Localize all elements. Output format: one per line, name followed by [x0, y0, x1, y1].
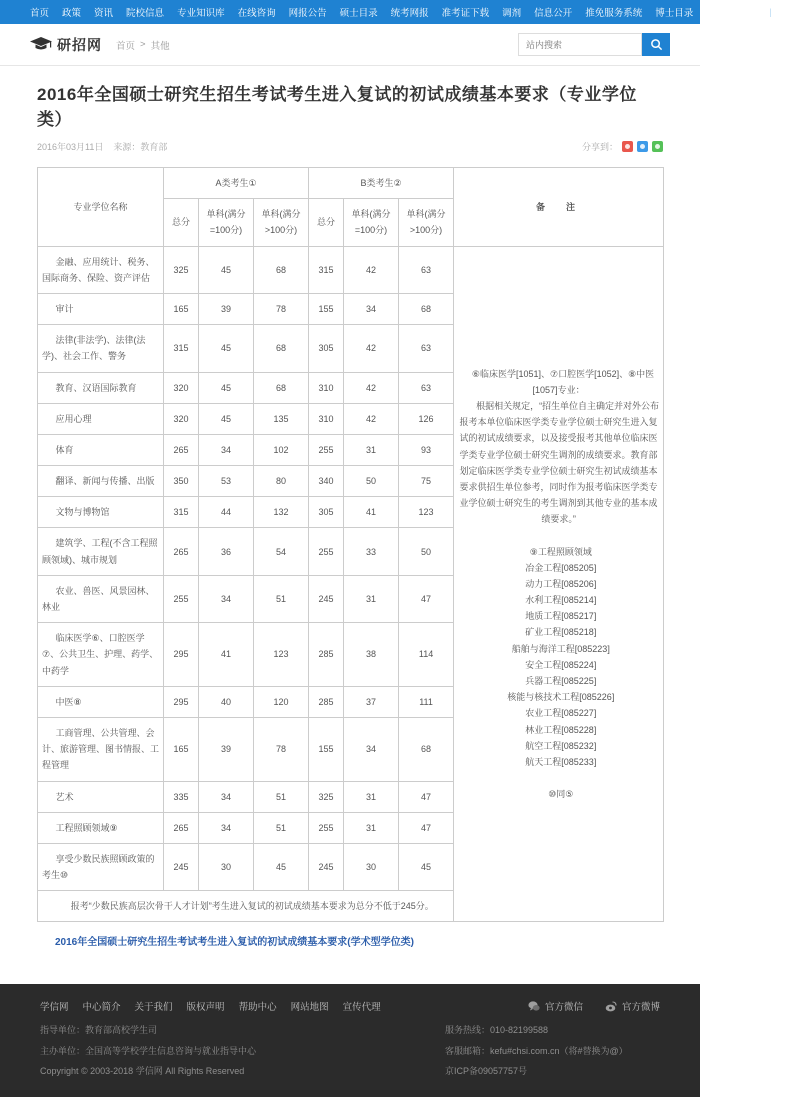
score-cell: 54 — [254, 528, 309, 575]
remark-eng-item-2: 水利工程[085214] — [525, 595, 597, 606]
score-cell: 102 — [254, 434, 309, 465]
article-source: 来源：教育部 — [113, 142, 168, 152]
score-cell: 68 — [254, 246, 309, 293]
score-cell: 63 — [399, 246, 454, 293]
breadcrumb-home[interactable]: 首页 — [116, 40, 136, 52]
score-cell: 51 — [254, 575, 309, 622]
search-icon — [650, 38, 663, 51]
score-cell: 255 — [309, 528, 344, 575]
score-cell: 53 — [199, 466, 254, 497]
score-cell: 30 — [344, 843, 399, 890]
remark-eng-item-4: 矿业工程[085218] — [525, 627, 597, 638]
logo-text: 研招网 — [57, 36, 102, 53]
score-cell: 34 — [199, 812, 254, 843]
footer-columns — [40, 1023, 660, 1079]
footer-left-line-1: 主办单位：全国高等学校学生信息咨询与就业指导中心 — [40, 1045, 257, 1056]
nav-item-2[interactable]: 资讯 — [94, 8, 114, 19]
category-cell: 临床医学⑥、口腔医学⑦、公共卫生、护理、药学、中药学 — [38, 623, 164, 687]
score-cell: 47 — [399, 575, 454, 622]
score-cell: 340 — [309, 466, 344, 497]
col-header-group-a: A类考生① — [164, 168, 309, 199]
remark-last-line: ⑩同⑤ — [548, 789, 574, 800]
col-header-degree-name: 专业学位名称 — [38, 168, 164, 247]
score-table — [37, 167, 664, 922]
footer-right-line-2: 京ICP备09057757号 — [445, 1066, 528, 1077]
wechat-label: 官方微信 — [544, 1002, 583, 1014]
remark-cell — [454, 246, 664, 922]
page-title: 2016年全国硕士研究生招生考试考生进入复试的初试成绩基本要求（专业学位类） — [37, 85, 637, 129]
auth-area — [744, 5, 797, 19]
category-cell: 体育 — [38, 434, 164, 465]
sub-header-4: 单科(满分=100分) — [344, 199, 399, 246]
score-cell: 63 — [399, 372, 454, 403]
search-button[interactable] — [642, 33, 670, 56]
score-cell: 305 — [309, 325, 344, 372]
score-cell: 320 — [164, 403, 199, 434]
article-meta — [37, 140, 663, 153]
score-cell: 51 — [254, 781, 309, 812]
remark-eng-item-3: 地质工程[085217] — [525, 611, 597, 622]
footer-right-column — [445, 1023, 660, 1079]
score-cell: 31 — [344, 781, 399, 812]
category-cell: 工程照顾领域⑨ — [38, 812, 164, 843]
score-cell: 51 — [254, 812, 309, 843]
score-cell: 39 — [199, 293, 254, 324]
nav-item-8[interactable]: 统考网报 — [390, 8, 429, 19]
score-cell: 45 — [199, 372, 254, 403]
score-cell: 123 — [399, 497, 454, 528]
official-weibo[interactable] — [605, 999, 660, 1013]
sub-header-1: 单科(满分=100分) — [199, 199, 254, 246]
note-cell: 报考“少数民族高层次骨干人才计划”考生进入复试的初试成绩基本要求为总分不低于245分。 — [38, 891, 454, 922]
share-bar — [582, 140, 663, 153]
score-cell: 34 — [344, 293, 399, 324]
score-cell: 325 — [164, 246, 199, 293]
score-cell: 335 — [164, 781, 199, 812]
score-cell: 68 — [254, 372, 309, 403]
nav-item-11[interactable]: 信息公开 — [534, 8, 573, 19]
site-logo[interactable] — [30, 35, 102, 55]
remark-eng-item-1: 动力工程[085206] — [525, 578, 597, 589]
remark-eng-item-0: 冶金工程[085205] — [525, 562, 597, 573]
remark-gap — [457, 770, 660, 786]
page-footer — [0, 984, 700, 1097]
nav-item-4[interactable]: 专业知识库 — [177, 8, 225, 19]
login-link[interactable]: 登录 — [744, 8, 764, 19]
remark-eng-item-6: 安全工程[085224] — [525, 659, 597, 670]
category-cell: 金融、应用统计、税务、国际商务、保险、资产评估 — [38, 246, 164, 293]
nav-item-3[interactable]: 院校信息 — [126, 8, 165, 19]
score-cell: 165 — [164, 293, 199, 324]
score-cell: 50 — [399, 528, 454, 575]
category-cell: 工商管理、公共管理、会计、旅游管理、图书情报、工程管理 — [38, 717, 164, 781]
score-cell: 45 — [199, 403, 254, 434]
category-cell: 建筑学、工程(不含工程照顾领域)、城市规划 — [38, 528, 164, 575]
score-cell: 255 — [164, 575, 199, 622]
score-cell: 165 — [164, 717, 199, 781]
score-cell: 78 — [254, 293, 309, 324]
score-cell: 68 — [399, 717, 454, 781]
share-weibo-icon[interactable] — [622, 141, 633, 152]
score-cell: 111 — [399, 686, 454, 717]
share-label: 分享到： — [581, 142, 618, 152]
sub-header-2: 单科(满分>100分) — [254, 199, 309, 246]
score-cell: 255 — [309, 812, 344, 843]
remark-eng-item-10: 林业工程[085228] — [525, 724, 597, 735]
weibo-icon — [605, 1001, 617, 1012]
breadcrumb-current: 其他 — [150, 40, 170, 52]
col-header-remark: 备 注 — [454, 168, 664, 247]
score-cell: 39 — [199, 717, 254, 781]
score-cell: 315 — [164, 325, 199, 372]
footer-left-line-2: Copyright © 2003-2018 学信网 All Rights Reserved — [40, 1066, 245, 1077]
score-cell: 305 — [309, 497, 344, 528]
related-link-academic[interactable]: 2016年全国硕士研究生招生考试考生进入复试的初试成绩基本要求(学术型学位类) — [55, 937, 414, 949]
related-links — [55, 932, 663, 950]
official-wechat[interactable] — [528, 999, 583, 1013]
score-cell: 315 — [164, 497, 199, 528]
category-cell: 享受少数民族照顾政策的考生⑩ — [38, 843, 164, 890]
score-cell: 310 — [309, 372, 344, 403]
score-cell: 245 — [309, 843, 344, 890]
site-header — [0, 24, 700, 66]
category-cell: 农业、兽医、风景园林、林业 — [38, 575, 164, 622]
sub-header-5: 单科(满分>100分) — [399, 199, 454, 246]
table-row — [38, 246, 664, 293]
weibo-label: 官方微博 — [621, 1002, 660, 1014]
score-cell: 75 — [399, 466, 454, 497]
score-cell: 45 — [254, 843, 309, 890]
score-cell: 114 — [399, 623, 454, 687]
category-cell: 文物与博物馆 — [38, 497, 164, 528]
footer-link-2[interactable]: 关于我们 — [134, 1002, 173, 1014]
score-cell: 45 — [399, 843, 454, 890]
score-cell: 45 — [199, 246, 254, 293]
score-cell: 265 — [164, 434, 199, 465]
footer-right-line-0: 服务热线：010-82199588 — [445, 1025, 549, 1036]
score-cell: 295 — [164, 623, 199, 687]
score-cell: 45 — [199, 325, 254, 372]
article-date: 2016年03月11日 — [37, 142, 104, 152]
score-cell: 325 — [309, 781, 344, 812]
score-cell: 245 — [164, 843, 199, 890]
score-cell: 34 — [199, 434, 254, 465]
top-nav — [0, 0, 797, 24]
score-cell: 310 — [309, 403, 344, 434]
score-cell: 265 — [164, 812, 199, 843]
category-cell: 艺术 — [38, 781, 164, 812]
remark-eng-item-7: 兵器工程[085225] — [525, 676, 597, 687]
nav-item-5[interactable]: 在线咨询 — [237, 8, 276, 19]
score-cell: 41 — [344, 497, 399, 528]
score-cell: 42 — [344, 403, 399, 434]
footer-link-5[interactable]: 网站地图 — [290, 1002, 329, 1014]
auth-divider: | — [769, 6, 772, 18]
score-cell: 44 — [199, 497, 254, 528]
wechat-icon — [528, 1001, 540, 1012]
footer-link-6[interactable]: 宣传代理 — [342, 1002, 381, 1014]
score-cell: 36 — [199, 528, 254, 575]
nav-item-6[interactable]: 网报公告 — [288, 8, 327, 19]
remark-para-2: 根据相关规定，“招生单位自主确定并对外公布报考本单位临床医学类专业学位硕士研究生进入复试的初试成绩要求，以及接受报考其他单位临床医学类专业学位硕士研究生调剂的成绩要求。教育部划定临床医学类专业学位硕士研究生初试成绩基本要求供招生单位参考，同时作为报考临床医学类专业学位硕士研究生的考生调剂到其他专业的基本成绩要求。” — [459, 401, 660, 525]
remark-para-1: ⑥临床医学[1051]、⑦口腔医学[1052]、⑧中医[1057]专业： — [471, 368, 655, 395]
score-cell: 34 — [344, 717, 399, 781]
category-cell: 中医⑧ — [38, 686, 164, 717]
nav-item-9[interactable]: 准考证下载 — [441, 8, 490, 19]
share-qzone-icon[interactable] — [637, 141, 648, 152]
top-nav-items — [30, 5, 744, 19]
nav-item-14[interactable]: 博士网报 — [706, 8, 745, 19]
footer-social — [528, 999, 660, 1013]
score-cell: 120 — [254, 686, 309, 717]
register-link[interactable]: 注册 — [777, 8, 797, 19]
score-cell: 31 — [344, 812, 399, 843]
remark-eng-item-9: 农业工程[085227] — [525, 708, 597, 719]
nav-item-13[interactable]: 博士目录 — [655, 8, 694, 19]
remark-gap — [457, 528, 660, 544]
search-box — [518, 33, 670, 56]
score-cell: 34 — [199, 781, 254, 812]
nav-item-0[interactable]: 首页 — [30, 8, 50, 19]
sub-header-3: 总分 — [309, 199, 344, 246]
score-cell: 80 — [254, 466, 309, 497]
score-cell: 126 — [399, 403, 454, 434]
score-cell: 132 — [254, 497, 309, 528]
score-cell: 265 — [164, 528, 199, 575]
score-cell: 63 — [399, 325, 454, 372]
footer-links — [40, 999, 381, 1013]
header-row-groups — [38, 168, 664, 199]
footer-top — [40, 999, 660, 1013]
score-cell: 285 — [309, 686, 344, 717]
score-cell: 68 — [399, 293, 454, 324]
score-cell: 50 — [344, 466, 399, 497]
nav-item-7[interactable]: 硕士目录 — [339, 8, 378, 19]
footer-right-line-1: 客服邮箱：kefu#chsi.com.cn（将#替换为@） — [445, 1045, 628, 1056]
score-cell: 295 — [164, 686, 199, 717]
score-cell: 155 — [309, 293, 344, 324]
remark-section-title: ⑨工程照顾领域 — [529, 546, 592, 557]
score-cell: 255 — [309, 434, 344, 465]
score-cell: 42 — [344, 372, 399, 403]
share-wechat-icon[interactable] — [652, 141, 663, 152]
remark-eng-item-12: 航天工程[085233] — [525, 756, 597, 767]
footer-left-line-0: 指导单位：教育部高校学生司 — [40, 1025, 158, 1036]
score-cell: 93 — [399, 434, 454, 465]
sub-header-0: 总分 — [164, 199, 199, 246]
nav-item-10[interactable]: 调剂 — [502, 8, 522, 19]
col-header-group-b: B类考生② — [309, 168, 454, 199]
score-cell: 155 — [309, 717, 344, 781]
score-cell: 41 — [199, 623, 254, 687]
score-cell: 47 — [399, 812, 454, 843]
score-cell: 245 — [309, 575, 344, 622]
remark-eng-item-5: 船舶与海洋工程[085223] — [511, 643, 610, 654]
category-cell: 审计 — [38, 293, 164, 324]
breadcrumb — [116, 38, 170, 52]
category-cell: 翻译、新闻与传播、出版 — [38, 466, 164, 497]
score-cell: 135 — [254, 403, 309, 434]
score-cell: 285 — [309, 623, 344, 687]
score-cell: 47 — [399, 781, 454, 812]
nav-item-1[interactable]: 政策 — [62, 8, 82, 19]
score-cell: 315 — [309, 246, 344, 293]
score-cell: 33 — [344, 528, 399, 575]
score-cell: 320 — [164, 372, 199, 403]
search-input[interactable] — [518, 33, 642, 56]
remark-eng-item-8: 核能与核技术工程[085226] — [507, 692, 615, 703]
score-cell: 37 — [344, 686, 399, 717]
footer-link-3[interactable]: 版权声明 — [186, 1002, 225, 1014]
score-cell: 68 — [254, 325, 309, 372]
score-cell: 42 — [344, 325, 399, 372]
score-cell: 31 — [344, 575, 399, 622]
category-cell: 应用心理 — [38, 403, 164, 434]
footer-link-0[interactable]: 学信网 — [40, 1002, 69, 1014]
score-cell: 350 — [164, 466, 199, 497]
score-cell: 40 — [199, 686, 254, 717]
footer-link-1[interactable]: 中心简介 — [82, 1002, 121, 1014]
main-content — [0, 80, 700, 950]
footer-left-column — [40, 1023, 256, 1079]
footer-link-4[interactable]: 帮助中心 — [238, 1002, 277, 1014]
score-cell: 123 — [254, 623, 309, 687]
score-cell: 30 — [199, 843, 254, 890]
graduation-cap-icon — [30, 37, 52, 52]
remark-eng-item-11: 航空工程[085232] — [525, 740, 597, 751]
score-cell: 31 — [344, 434, 399, 465]
score-cell: 78 — [254, 717, 309, 781]
score-cell: 38 — [344, 623, 399, 687]
score-cell: 42 — [344, 246, 399, 293]
breadcrumb-sep: > — [140, 39, 146, 50]
category-cell: 法律(非法学)、法律(法学)、社会工作、警务 — [38, 325, 164, 372]
score-cell: 34 — [199, 575, 254, 622]
category-cell: 教育、汉语国际教育 — [38, 372, 164, 403]
nav-item-12[interactable]: 推免服务系统 — [585, 8, 643, 19]
